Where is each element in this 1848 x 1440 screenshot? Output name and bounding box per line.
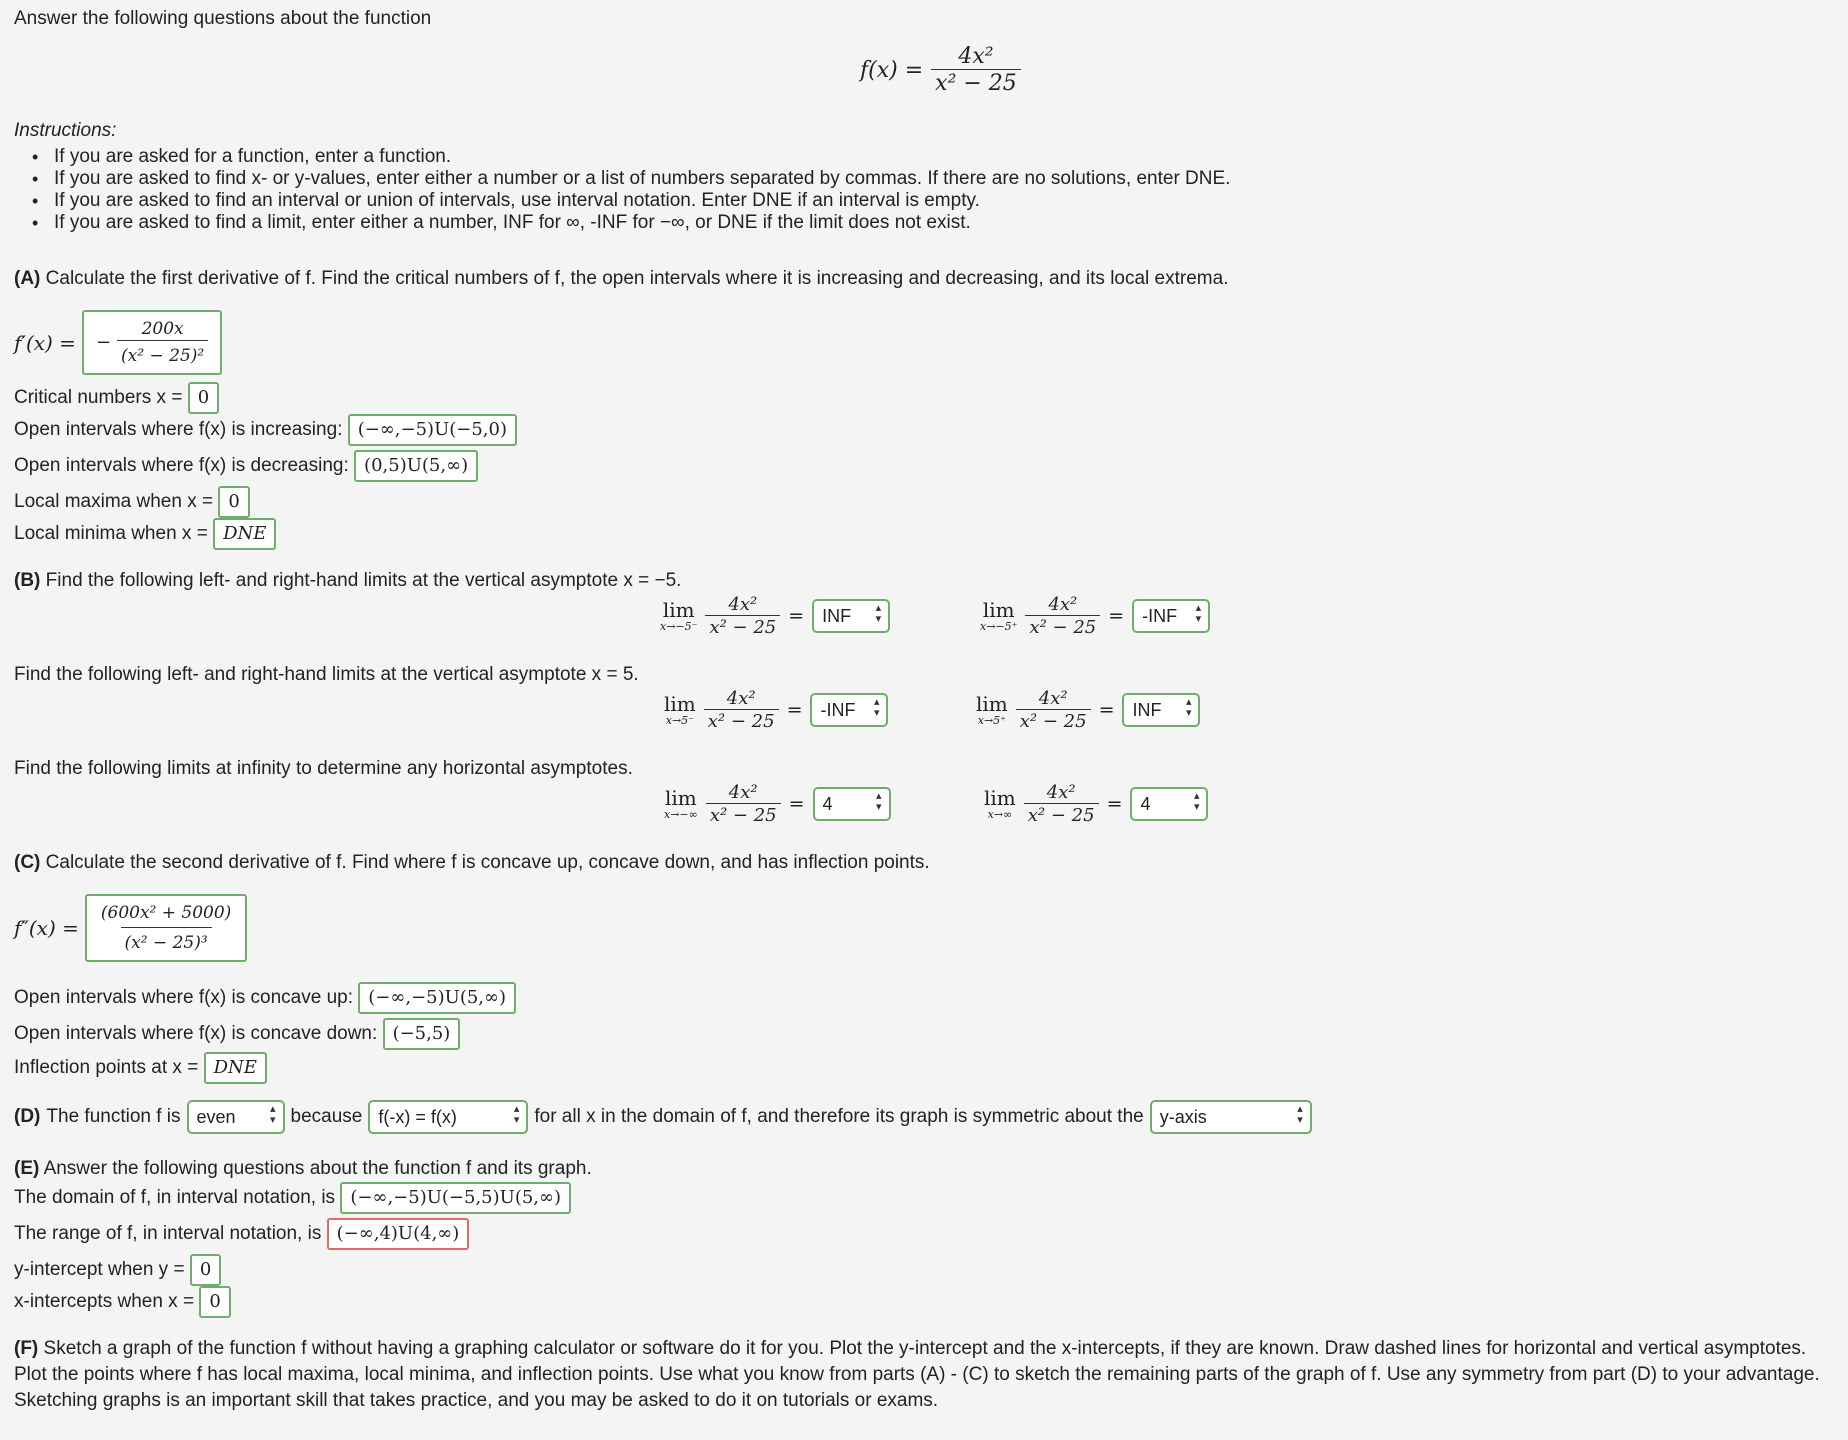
- symmetry-select[interactable]: y-axis ▴ ▾: [1150, 1100, 1312, 1134]
- domain-row: [14, 1182, 571, 1214]
- lim-word: lim: [984, 786, 1016, 810]
- part-b-text2: Find the following left- and right-hand limits at the vertical asymptote x = 5.: [14, 664, 639, 685]
- lim-word: lim: [664, 692, 696, 716]
- f2-denominator: (x² − 25)³: [121, 927, 212, 954]
- lim-denominator: x² − 25: [704, 709, 779, 732]
- part-d-text2: because: [290, 1106, 363, 1127]
- part-a-label: (A): [14, 268, 41, 289]
- part-a-text: Calculate the first derivative of f. Find the critical numbers of f, the open intervals where it is increasing and decreasing, and its local extrema.: [45, 268, 1229, 289]
- fprime-denominator: (x² − 25)²: [117, 340, 208, 367]
- part-d-label: (D): [14, 1106, 41, 1127]
- inflection-input[interactable]: DNE: [204, 1052, 267, 1084]
- inflection-row: [14, 1052, 267, 1084]
- limit-select-neg-inf[interactable]: 4 ▴ ▾: [813, 787, 891, 821]
- limit-right-neg5: [980, 594, 1210, 638]
- part-f-prompt: [14, 1336, 1834, 1414]
- lim-numerator: 4x²: [726, 688, 756, 709]
- part-b-prompt: [14, 570, 681, 592]
- local-max-row: [14, 486, 250, 518]
- limit-left-neg5: [660, 594, 890, 638]
- limit-select-neg5-right[interactable]: -INF ▴ ▾: [1132, 599, 1210, 633]
- x-intercept-row: [14, 1286, 231, 1318]
- fprime-sign: −: [95, 331, 112, 353]
- part-d-row: [14, 1100, 1312, 1134]
- limit-pos-inf: [984, 782, 1208, 826]
- domain-input[interactable]: (−∞,−5)U(−5,5)U(5,∞): [340, 1182, 571, 1214]
- lim-denominator: x² − 25: [705, 615, 780, 638]
- function-display: [860, 44, 1021, 96]
- concave-down-row: [14, 1018, 460, 1050]
- range-row: [14, 1218, 469, 1250]
- equals-sign: =: [788, 605, 805, 627]
- fprime-label: f′(x) =: [14, 330, 76, 355]
- lim-word: lim: [982, 598, 1015, 622]
- limit-left-5: [664, 688, 888, 732]
- f2-row: [14, 894, 247, 962]
- lim-denominator: x² − 25: [1016, 709, 1091, 732]
- inflection-label: Inflection points at x =: [14, 1057, 199, 1079]
- lim-denominator: x² − 25: [1025, 615, 1100, 638]
- part-b-label: (B): [14, 570, 41, 591]
- lim-numerator: 4x²: [1046, 782, 1076, 803]
- part-d-text3: for all x in the domain of f, and therefore its graph is symmetric about the: [534, 1106, 1144, 1127]
- part-e-text: Answer the following questions about the function f and its graph.: [43, 1158, 592, 1179]
- y-intercept-label: y-intercept when y =: [14, 1259, 185, 1281]
- equals-sign: =: [1106, 793, 1123, 815]
- lim-word: lim: [662, 598, 695, 622]
- function-denominator: x² − 25: [931, 69, 1021, 96]
- x-intercept-label: x-intercepts when x =: [14, 1291, 195, 1313]
- part-e-label: (E): [14, 1158, 40, 1179]
- instruction-item: • If you are asked to find x- or y-values, enter either a number or a list of numbers separated by commas. If there are no solutions, enter DNE.: [20, 168, 1230, 190]
- instructions-list: [20, 146, 1230, 234]
- range-label: The range of f, in interval notation, is: [14, 1223, 322, 1245]
- critical-label: Critical numbers x =: [14, 387, 183, 409]
- limit-neg-inf: [664, 782, 891, 826]
- local-min-row: [14, 518, 276, 550]
- lim-subscript: x→−5⁺: [980, 620, 1018, 633]
- concave-up-input[interactable]: (−∞,−5)U(5,∞): [358, 982, 516, 1014]
- increasing-label: Open intervals where f(x) is increasing:: [14, 419, 343, 441]
- lim-subscript: x→−5⁻: [660, 620, 698, 633]
- x-intercept-input[interactable]: 0: [199, 1286, 230, 1318]
- equals-sign: =: [788, 793, 805, 815]
- instruction-item: • If you are asked to find an interval or union of intervals, use interval notation. Enter DNE if an interval is empty.: [20, 190, 1230, 212]
- f2-label: f″(x) =: [14, 916, 79, 940]
- lim-word: lim: [976, 692, 1008, 716]
- function-lhs: f(x) =: [860, 57, 924, 83]
- concave-up-row: [14, 982, 516, 1014]
- part-d-text1: The function f is: [46, 1106, 181, 1127]
- critical-input[interactable]: 0: [188, 382, 219, 414]
- part-c-label: (C): [14, 852, 41, 873]
- lim-numerator: 4x²: [728, 594, 758, 615]
- concave-up-label: Open intervals where f(x) is concave up:: [14, 987, 353, 1009]
- local-max-input[interactable]: 0: [218, 486, 249, 518]
- instructions-heading: Instructions:: [14, 120, 117, 141]
- parity-select[interactable]: even ▴ ▾: [187, 1100, 285, 1134]
- f2-numerator: (600x² + 5000): [100, 903, 232, 923]
- fprime-row: [14, 310, 222, 375]
- part-b-text: Find the following left- and right-hand limits at the vertical asymptote x = −5.: [45, 570, 682, 591]
- lim-word: lim: [665, 786, 697, 810]
- decreasing-label: Open intervals where f(x) is decreasing:: [14, 455, 349, 477]
- instruction-item: • If you are asked to find a limit, enter either a number, INF for ∞, -INF for −∞, or DNE if the limit does not exist.: [20, 212, 1230, 234]
- limit-right-5: [976, 688, 1200, 732]
- function-numerator: 4x²: [958, 44, 994, 69]
- local-min-input[interactable]: DNE: [213, 518, 276, 550]
- limit-select-neg5-left[interactable]: INF ▴ ▾: [812, 599, 890, 633]
- increasing-input[interactable]: (−∞,−5)U(−5,0): [348, 414, 517, 446]
- part-f-label: (F): [14, 1338, 39, 1359]
- fprime-input[interactable]: [82, 310, 222, 375]
- limit-select-5-right[interactable]: INF ▴ ▾: [1122, 693, 1200, 727]
- decreasing-row: [14, 450, 478, 482]
- lim-subscript: x→−∞: [664, 808, 698, 821]
- equals-sign: =: [1098, 699, 1115, 721]
- lim-numerator: 4x²: [1048, 594, 1078, 615]
- limit-select-pos-inf[interactable]: 4 ▴ ▾: [1130, 787, 1208, 821]
- concave-down-input[interactable]: (−5,5): [383, 1018, 461, 1050]
- instruction-item: • If you are asked for a function, enter a function.: [20, 146, 1230, 168]
- concave-down-label: Open intervals where f(x) is concave down:: [14, 1023, 378, 1045]
- intro-text: Answer the following questions about the function: [14, 8, 432, 29]
- f2-input[interactable]: [85, 894, 247, 962]
- y-intercept-row: [14, 1254, 221, 1286]
- part-e-prompt: [14, 1158, 592, 1180]
- part-a-prompt: [14, 268, 1228, 290]
- part-b-text3: Find the following limits at infinity to determine any horizontal asymptotes.: [14, 758, 633, 779]
- part-c-prompt: [14, 852, 930, 874]
- decreasing-input[interactable]: (0,5)U(5,∞): [354, 450, 478, 482]
- lim-denominator: x² − 25: [1024, 803, 1099, 826]
- equals-sign: =: [786, 699, 803, 721]
- reason-select[interactable]: f(-x) = f(x) ▴ ▾: [368, 1100, 528, 1134]
- local-max-label: Local maxima when x =: [14, 491, 214, 513]
- lim-subscript: x→5⁻: [665, 714, 694, 727]
- local-min-label: Local minima when x =: [14, 523, 208, 545]
- lim-subscript: x→5⁺: [977, 714, 1006, 727]
- lim-numerator: 4x²: [1038, 688, 1068, 709]
- equals-sign: =: [1108, 605, 1125, 627]
- domain-label: The domain of f, in interval notation, is: [14, 1187, 336, 1209]
- lim-denominator: x² − 25: [706, 803, 781, 826]
- lim-numerator: 4x²: [728, 782, 758, 803]
- lim-subscript: x→∞: [987, 808, 1013, 821]
- fprime-numerator: 200x: [141, 319, 184, 339]
- part-c-text: Calculate the second derivative of f. Find where f is concave up, concave down, and has inflection points.: [45, 852, 930, 873]
- increasing-row: [14, 414, 517, 446]
- range-input[interactable]: (−∞,4)U(4,∞): [327, 1218, 470, 1250]
- y-intercept-input[interactable]: 0: [190, 1254, 221, 1286]
- critical-row: [14, 382, 219, 414]
- part-f-text: Sketch a graph of the function f without having a graphing calculator or software do it for you. Plot the y-intercept and the x-intercepts, if they are known. Draw dashed lines for horizontal and vertical asymptotes. Plot the points where f has local maxima, local minima, and inflection points. Use what you know from parts (A) - (C) to sketch the remaining parts of the graph of f. Use any symmetry from part (D) to your advantage. Sketching graphs is an important skill that takes practice, and you may be asked to do it on tutorials or exams.: [14, 1338, 1820, 1411]
- limit-select-5-left[interactable]: -INF ▴ ▾: [810, 693, 888, 727]
